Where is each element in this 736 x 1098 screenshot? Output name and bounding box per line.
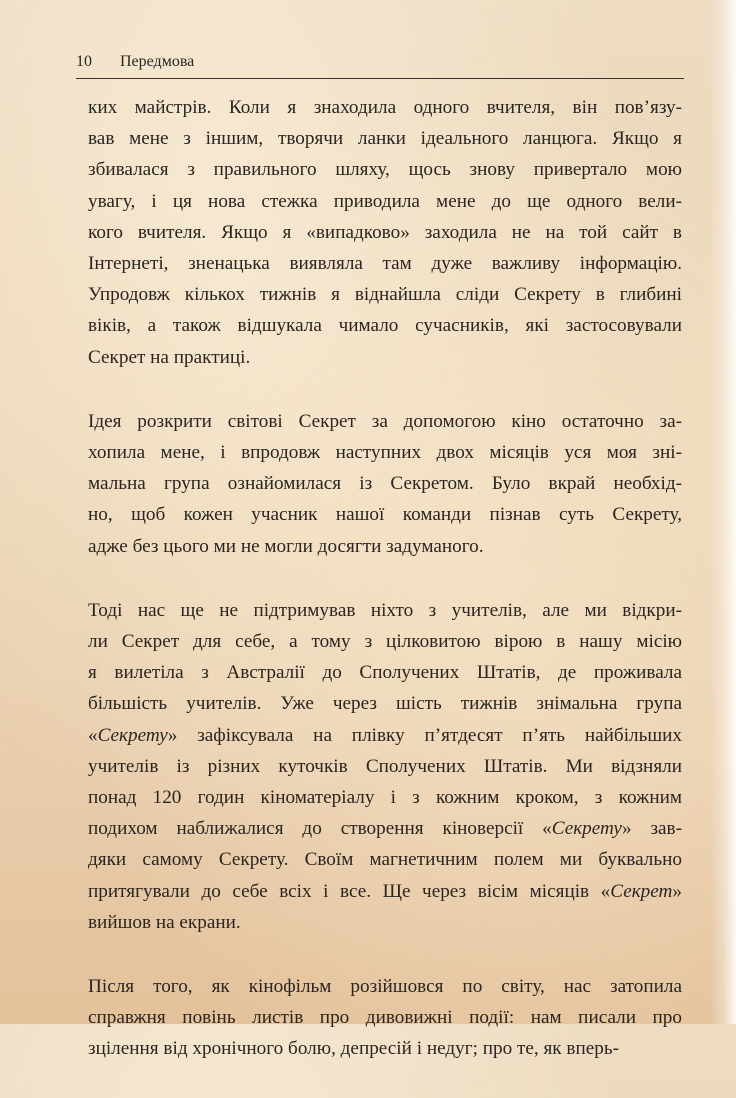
text-segment: Секрет на практиці. — [88, 346, 251, 368]
text-line — [88, 279, 682, 310]
text-segment: но, щоб кожен учасник нашої команди пізнав суть Секрету, — [88, 504, 682, 526]
italic-title: Секрету — [551, 818, 622, 840]
text-segment: хопила мене, і впродовж наступних двох місяців уся моя зні- — [88, 442, 682, 464]
running-head — [76, 52, 684, 76]
text-line — [88, 406, 682, 437]
text-segment: вийшов на екрани. — [88, 911, 241, 933]
text-segment: зцілення від хронічного болю, депресій і недуг; про те, як вперь- — [88, 1038, 619, 1060]
text-line — [88, 437, 682, 468]
text-segment: « — [88, 724, 98, 746]
text-segment: подихом наближалися до створення кіноверсії « — [88, 818, 552, 840]
text-line — [88, 813, 682, 844]
text-segment: » — [672, 880, 682, 902]
text-line — [88, 971, 682, 1002]
text-segment: кого вчителя. Якщо я «випадково» заходила не на той сайт в — [88, 221, 682, 243]
text-line — [88, 217, 682, 248]
text-line — [88, 782, 682, 813]
paragraph — [88, 92, 682, 373]
page-edge-shadow — [710, 0, 736, 1024]
header-rule — [76, 78, 684, 79]
text-segment: Упродовж кількох тижнів я віднайшла сліди Секрету в глибині — [88, 284, 682, 306]
text-line — [88, 751, 682, 782]
text-segment: справжня повінь листів про дивовижні події: нам писали про — [88, 1007, 682, 1029]
text-segment: дяки самому Секрету. Своїм магнетичним полем ми буквально — [88, 849, 682, 871]
text-segment: я вилетіла з Австралії до Сполучених Штатів, де проживала — [88, 662, 682, 684]
paragraph — [88, 595, 682, 938]
text-line — [88, 342, 682, 373]
text-segment: Після того, як кінофільм розійшовся по світу, нас затопила — [88, 976, 682, 998]
text-line — [88, 595, 682, 626]
page-number: 10 — [76, 53, 92, 70]
text-segment: » зафіксувала на плівку п’ятдесят п’ять найбільших — [167, 724, 682, 746]
paragraph — [88, 406, 682, 562]
text-line — [88, 688, 682, 719]
paragraph — [88, 971, 682, 1065]
text-line — [88, 1002, 682, 1033]
text-line — [88, 154, 682, 185]
text-segment: учителів із різних куточків Сполучених Штатів. Ми відзняли — [88, 755, 682, 777]
italic-title: Секрет — [610, 880, 673, 902]
text-segment: адже без цього ми не могли досягти задуманого. — [88, 535, 484, 557]
text-line — [88, 92, 682, 123]
text-line — [88, 468, 682, 499]
text-segment: притягували до себе всіх і все. Ще через вісім місяців « — [88, 880, 611, 902]
text-line — [88, 310, 682, 341]
text-segment: понад 120 годин кіноматеріалу і з кожним кроком, з кожним — [88, 787, 682, 809]
body-text — [88, 92, 682, 1098]
text-line — [88, 531, 682, 562]
text-line — [88, 626, 682, 657]
text-line — [88, 499, 682, 530]
text-segment: Інтернеті, зненацька виявляла там дуже важливу інформацію. — [88, 253, 682, 275]
text-line — [88, 907, 682, 938]
text-segment: більшість учителів. Уже через шість тижнів знімальна група — [88, 693, 682, 715]
text-line — [88, 123, 682, 154]
section-title: Передмова — [120, 53, 195, 70]
text-segment: Тоді нас ще не підтримував ніхто з учителів, але ми відкри- — [88, 599, 682, 621]
text-line — [88, 248, 682, 279]
text-segment: вав мене з іншим, творячи ланки ідеального ланцюга. Якщо я — [88, 128, 682, 150]
text-line — [88, 876, 682, 907]
text-line — [88, 186, 682, 217]
text-segment: увагу, і ця нова стежка приводила мене до ще одного вели- — [88, 190, 682, 212]
text-line — [88, 720, 682, 751]
text-line — [88, 657, 682, 688]
text-line — [88, 844, 682, 875]
text-segment: мальна група ознайомилася із Секретом. Було вкрай необхід- — [88, 473, 682, 495]
text-segment: ли Секрет для себе, а тому з цілковитою вірою в нашу місію — [88, 631, 682, 653]
italic-title: Секрету — [97, 724, 168, 746]
text-segment: віків, а також відшукала чимало сучасників, які застосовували — [88, 315, 682, 337]
text-segment: збивалася з правильного шляху, щось знову привертало мою — [88, 159, 682, 181]
text-segment: » зав- — [621, 818, 682, 840]
text-segment: Ідея розкрити світові Секрет за допомогою кіно остаточно за- — [88, 410, 682, 432]
text-line — [88, 1033, 682, 1064]
text-segment: ких майстрів. Коли я знаходила одного вчителя, він пов’язу- — [88, 97, 682, 118]
